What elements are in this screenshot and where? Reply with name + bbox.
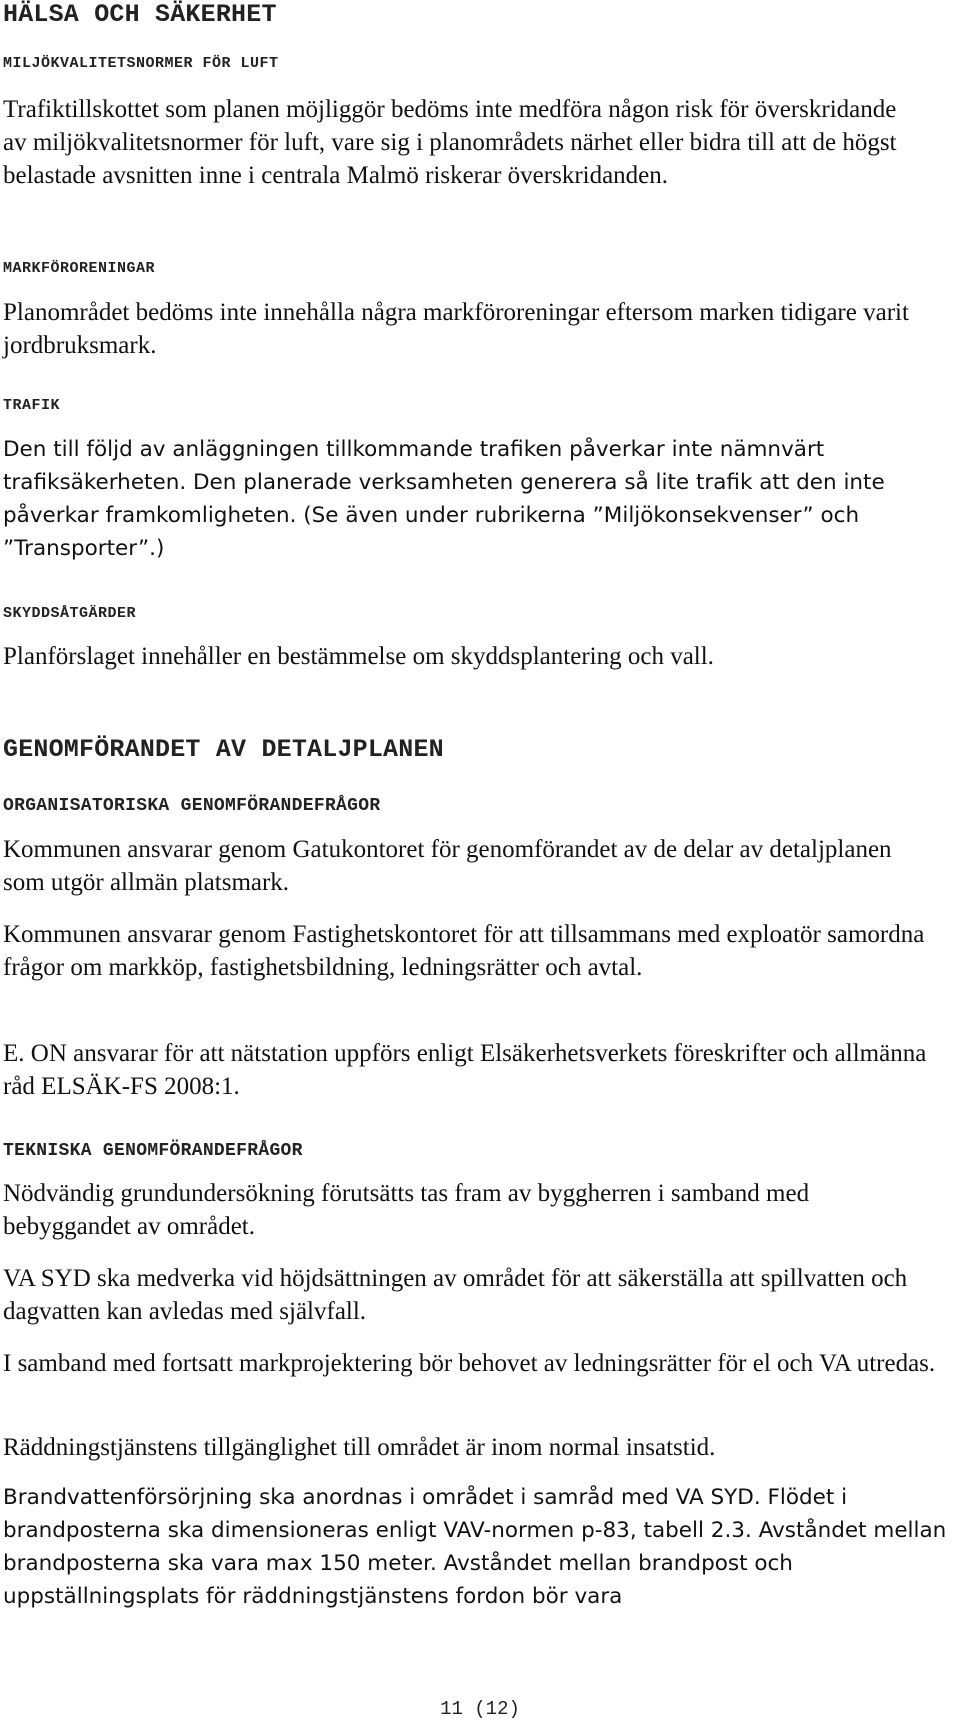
paragraph-tekniska-5: Brandvattenförsörjning ska anordnas i området i samråd med VA SYD. Flödet i brandposterna ska dimensioneras enligt VAV-normen p-83, tabell 2.3. Avståndet mellan brandposterna ska vara max 150 meter. Avståndet mellan brandpost och uppställningsplats för räddningstjänstens fordon bör vara xyxy=(3,1485,947,1609)
page-number: 11 (12) xyxy=(440,1698,520,1720)
paragraph-tekniska-1: Nödvändig grundundersökning förutsätts tas fram av byggherren i samband med bebyggandet av området. xyxy=(3,1180,810,1240)
section-heading-genomforande: GENOMFÖRANDET AV DETALJPLANEN xyxy=(3,735,444,764)
subheading-markfororeningar: MARKFÖRORENINGAR xyxy=(3,260,156,277)
paragraph-markfororeningar: Planområdet bedöms inte innehålla några markföroreningar eftersom marken tidigare varit jordbruksmark. xyxy=(3,299,909,359)
subheading-miljokvalitet: MILJÖKVALITETSNORMER FÖR LUFT xyxy=(3,55,279,72)
paragraph-tekniska-4: Räddningstjänstens tillgänglighet till området är inom normal insatstid. xyxy=(3,1434,716,1461)
paragraph-miljokvalitet: Trafiktillskottet som planen möjliggör bedöms inte medföra någon risk för överskridande av miljökvalitetsnormer för luft, vare sig i planområdets närhet eller bidra till att de högst belastade avsnitten inne i centrala Malmö riskerar överskridanden. xyxy=(3,96,897,189)
paragraph-organisatoriska-3: E. ON ansvarar för att nätstation uppförs enligt Elsäkerhetsverkets föreskrifter och allmänna råd ELSÄK-FS 2008:1. xyxy=(3,1040,927,1100)
paragraph-trafik: Den till följd av anläggningen tillkommande trafiken påverkar inte nämnvärt trafiksäkerheten. Den planerade verksamheten generera så lite trafik att den inte påverkar framkomligheten. (Se även under rubrikerna ”Miljökonsekvenser” och ”Transporter”.) xyxy=(3,437,885,561)
paragraph-skyddsatgarder: Planförslaget innehåller en bestämmelse om skyddsplantering och vall. xyxy=(3,643,714,670)
subheading-organisatoriska: ORGANISATORISKA GENOMFÖRANDEFRÅGOR xyxy=(3,796,381,816)
subheading-trafik: TRAFIK xyxy=(3,397,61,414)
paragraph-organisatoriska-1: Kommunen ansvarar genom Gatukontoret för genomförandet av de delar av detaljplanen som utgör allmän platsmark. xyxy=(3,836,892,896)
paragraph-tekniska-3: I samband med fortsatt markprojektering bör behovet av ledningsrätter för el och VA utredas. xyxy=(3,1350,936,1377)
subheading-skyddsatgarder: SKYDDSÅTGÄRDER xyxy=(3,605,137,622)
paragraph-tekniska-2: VA SYD ska medverka vid höjdsättningen av området för att säkerställa att spillvatten och dagvatten kan avledas med självfall. xyxy=(3,1265,908,1325)
paragraph-organisatoriska-2: Kommunen ansvarar genom Fastighetskontoret för att tillsammans med exploatör samordna frågor om markköp, fastighetsbildning, ledningsrätter och avtal. xyxy=(3,921,925,981)
section-heading-halsa: HÄLSA OCH SÄKERHET xyxy=(3,0,277,29)
subheading-tekniska: TEKNISKA GENOMFÖRANDEFRÅGOR xyxy=(3,1141,303,1161)
